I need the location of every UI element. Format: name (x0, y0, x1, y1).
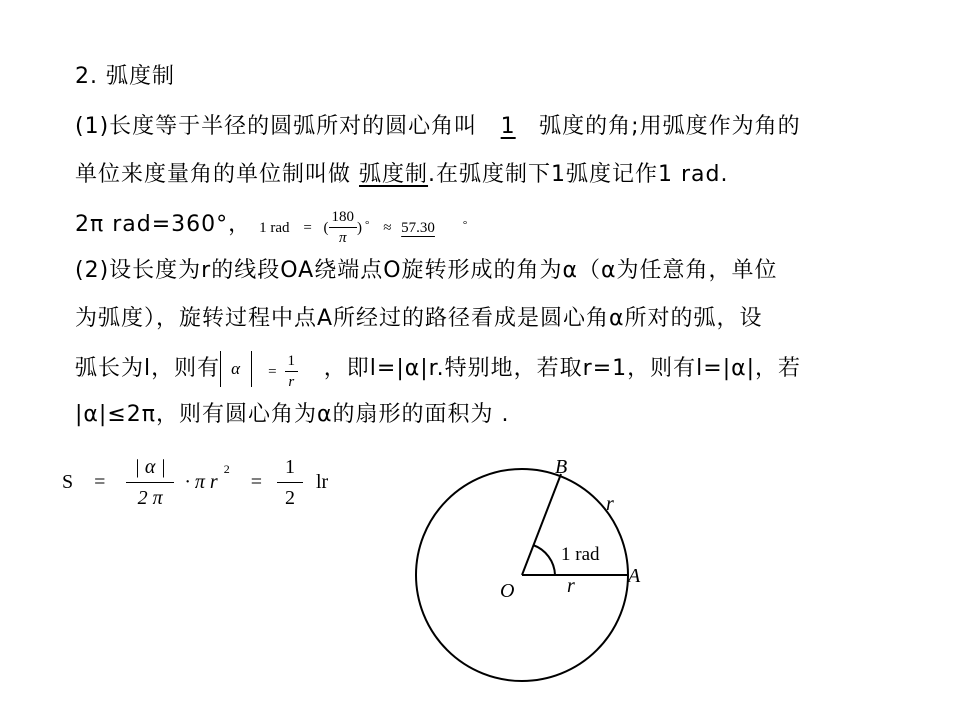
radius-OB (522, 474, 561, 575)
conv-lhs: 1 rad (259, 219, 290, 236)
p2-line1-text: (2)设长度为r的线段OA绕端点O旋转形成的角为α（α为任意角，单位 (75, 258, 778, 283)
p1-line2-text-a: 单位来度量角的单位制叫做 (75, 162, 352, 187)
abs-alpha: α (220, 351, 252, 387)
area-eq-2: = (250, 471, 262, 493)
area-f2-numerator: 1 (277, 452, 303, 483)
conv-degree-mark-2: ° (462, 219, 468, 231)
area-mid: · π r (184, 471, 218, 493)
arc-denominator: r (288, 374, 295, 391)
p2-line4-text: |α|≤2π，则有圆心角为α的扇形的面积为 . (75, 402, 510, 427)
label-B: B (555, 456, 568, 478)
section-title-text: 2. 弧度制 (75, 64, 175, 89)
p1-line3-text: 2π rad=360°， (75, 212, 252, 237)
conv-eq: = (303, 219, 312, 236)
p2-line3-text-b: ，即l=|α|r.特别地，若取r=1，则有l=|α|，若 (323, 356, 802, 381)
label-r-arc: r (606, 493, 614, 515)
label-angle: 1 rad (561, 544, 600, 565)
angle-arc (533, 545, 555, 575)
conv-numerator: 180 (329, 207, 358, 228)
arc-eq: = (268, 363, 277, 380)
label-A: A (628, 565, 641, 587)
label-O: O (500, 580, 515, 602)
conv-denominator: π (339, 230, 347, 247)
conv-open-paren: ( (323, 219, 329, 236)
area-f1-denominator: 2 π (137, 487, 163, 509)
conv-approx: ≈ (383, 219, 392, 236)
p2-line3-text-a: 弧长为l，则有 (75, 356, 221, 381)
p1-line1-text-b: 弧度的角;用弧度作为角的 (539, 114, 801, 139)
conv-degree-mark: ° (365, 219, 370, 231)
label-r-radius: r (567, 575, 575, 597)
answer-blank-1: 1 (500, 114, 516, 139)
area-f1-numerator: | α | (126, 452, 174, 483)
p1-line1-text-a: (1)长度等于半径的圆弧所对的圆心角叫 (75, 114, 478, 139)
area-lhs: S (62, 471, 74, 493)
area-tail: lr (316, 471, 329, 493)
arc-numerator: 1 (285, 351, 299, 372)
area-superscript: 2 (223, 462, 230, 476)
term-radian-system: 弧度制 (359, 162, 429, 187)
conv-close-paren: ) (357, 219, 363, 236)
conv-value: 57.30 (401, 219, 435, 236)
area-eq-1: = (94, 471, 106, 493)
area-f2-denominator: 2 (285, 487, 295, 509)
p2-line2-text: 为弧度），旋转过程中点A所经过的路径看成是圆心角α所对的弧，设 (75, 306, 763, 331)
p1-line2-text-b: .在弧度制下1弧度记作1 rad. (428, 162, 729, 187)
